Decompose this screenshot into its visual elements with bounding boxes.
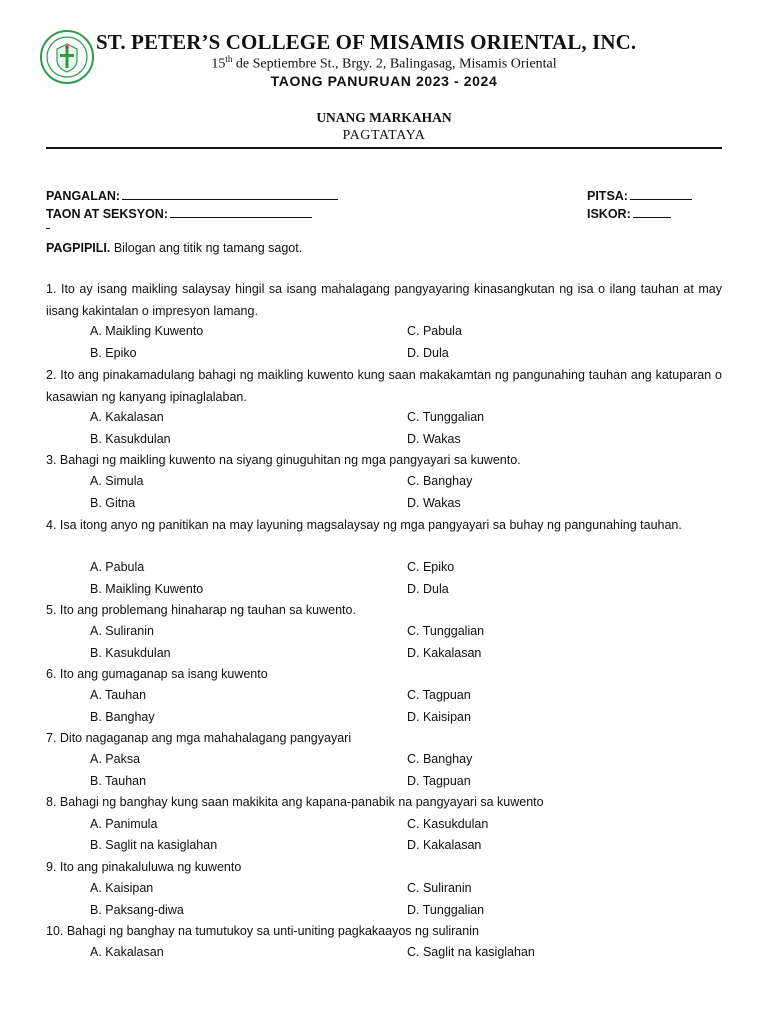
date-label: PITSA: <box>587 189 628 203</box>
q6-choice-b[interactable]: B. Banghay <box>90 710 155 724</box>
quarter-title: UNANG MARKAHAN <box>316 110 452 125</box>
question-10: 10. Bahagi ng banghay na tumutukoy sa unti-uniting pagkakaayos ng suliranin <box>46 924 479 938</box>
date-blank[interactable] <box>630 187 692 200</box>
stray-underline <box>46 228 50 229</box>
q2-choice-a[interactable]: A. Kakalasan <box>90 410 164 424</box>
q10-choice-c[interactable]: C. Saglit na kasiglahan <box>407 945 535 959</box>
q7-choice-c[interactable]: C. Banghay <box>407 752 473 766</box>
q7-choice-a[interactable]: A. Paksa <box>90 752 141 766</box>
instructions <box>46 241 302 255</box>
q1-choice-b[interactable]: B. Epiko <box>90 346 137 360</box>
question-8: 8. Bahagi ng banghay kung saan makikita ang kapana-panabik na pangyayari sa kuwento <box>46 795 544 809</box>
address-rest: de Septiembre St., Brgy. 2, Balingasag, Misamis Oriental <box>232 56 557 72</box>
q5-choice-b[interactable]: B. Kasukdulan <box>90 646 171 660</box>
question-9: 9. Ito ang pinakaluluwa ng kuwento <box>46 860 242 874</box>
address-superscript: th <box>225 54 233 64</box>
question-1: 1. Ito ay isang maikling salaysay hingil sa isang mahalagang pangyayaring kinasangkutan ng isa o ilang tauhan at may iisang kakintalan o impresyon lamang. <box>46 282 722 318</box>
name-blank[interactable] <box>122 187 338 200</box>
header-divider <box>46 147 722 149</box>
q9-choice-b[interactable]: B. Paksang-diwa <box>90 903 184 917</box>
date-field <box>587 187 692 203</box>
q8-choice-c[interactable]: C. Kasukdulan <box>407 817 489 831</box>
address-number: 15 <box>211 56 226 72</box>
q6-choice-a[interactable]: A. Tauhan <box>90 688 147 702</box>
section-field <box>46 205 312 221</box>
q7-choice-b[interactable]: B. Tauhan <box>90 774 147 788</box>
q1-choice-c[interactable]: C. Pabula <box>407 324 462 338</box>
question-2: 2. Ito ang pinakamadulang bahagi ng maikling kuwento kung saan makakamtan ng pangunahing tauhan ang katuparan o kasawian ng kanyang ipinaglalaban. <box>46 368 722 404</box>
q1-choice-d[interactable]: D. Dula <box>407 346 449 360</box>
school-seal-logo-icon <box>40 30 94 84</box>
instructions-text: Bilogan ang titik ng tamang sagot. <box>110 241 303 255</box>
q7-choice-d[interactable]: D. Tagpuan <box>407 774 471 788</box>
q4-choice-c[interactable]: C. Epiko <box>407 560 455 574</box>
q2-choice-c[interactable]: C. Tunggalian <box>407 410 485 424</box>
q5-choice-a[interactable]: A. Suliranin <box>90 624 154 638</box>
question-6: 6. Ito ang gumaganap sa isang kuwento <box>46 667 268 681</box>
section-label: TAON AT SEKSYON: <box>46 207 168 221</box>
name-label: PANGALAN: <box>46 189 121 203</box>
score-field <box>587 205 671 221</box>
q9-choice-c[interactable]: C. Suliranin <box>407 881 472 895</box>
name-field <box>46 187 338 203</box>
score-blank[interactable] <box>633 205 671 218</box>
q6-choice-c[interactable]: C. Tagpuan <box>407 688 471 702</box>
school-name: ST. PETER’S COLLEGE OF MISAMIS ORIENTAL, INC. <box>96 30 637 54</box>
q4-choice-d[interactable]: D. Dula <box>407 582 449 596</box>
question-5: 5. Ito ang problemang hinaharap ng tauhan sa kuwento. <box>46 603 356 617</box>
q10-choice-a[interactable]: A. Kakalasan <box>90 945 164 959</box>
q3-choice-d[interactable]: D. Wakas <box>407 496 461 510</box>
school-year: TAONG PANURUAN 2023 - 2024 <box>270 73 498 89</box>
question-7: 7. Dito nagaganap ang mga mahahalagang pangyayari <box>46 731 352 745</box>
section-blank[interactable] <box>170 205 312 218</box>
q4-choice-a[interactable]: A. Pabula <box>90 560 145 574</box>
q8-choice-a[interactable]: A. Panimula <box>90 817 158 831</box>
q5-choice-c[interactable]: C. Tunggalian <box>407 624 485 638</box>
q8-choice-d[interactable]: D. Kakalasan <box>407 838 482 852</box>
question-4: 4. Isa itong anyo ng panitikan na may layuning magsalaysay ng mga pangyayari sa buhay ng pangunahing tauhan. <box>46 518 682 532</box>
q3-choice-a[interactable]: A. Simula <box>90 474 144 488</box>
q3-choice-c[interactable]: C. Banghay <box>407 474 473 488</box>
q1-choice-a[interactable]: A. Maikling Kuwento <box>90 324 204 338</box>
q9-choice-a[interactable]: A. Kaisipan <box>90 881 154 895</box>
q5-choice-d[interactable]: D. Kakalasan <box>407 646 482 660</box>
q2-choice-d[interactable]: D. Wakas <box>407 432 461 446</box>
q9-choice-d[interactable]: D. Tunggalian <box>407 903 485 917</box>
q2-choice-b[interactable]: B. Kasukdulan <box>90 432 171 446</box>
instructions-title: PAGPIPILI. <box>46 241 111 255</box>
q8-choice-b[interactable]: B. Saglit na kasiglahan <box>90 838 218 852</box>
question-3: 3. Bahagi ng maikling kuwento na siyang ginuguhitan ng mga pangyayari sa kuwento. <box>46 453 521 467</box>
score-label: ISKOR: <box>587 207 631 221</box>
school-address <box>96 54 672 73</box>
q3-choice-b[interactable]: B. Gitna <box>90 496 136 510</box>
exam-type-title: PAGTATAYA <box>342 128 426 143</box>
q6-choice-d[interactable]: D. Kaisipan <box>407 710 471 724</box>
q4-choice-b[interactable]: B. Maikling Kuwento <box>90 582 204 596</box>
